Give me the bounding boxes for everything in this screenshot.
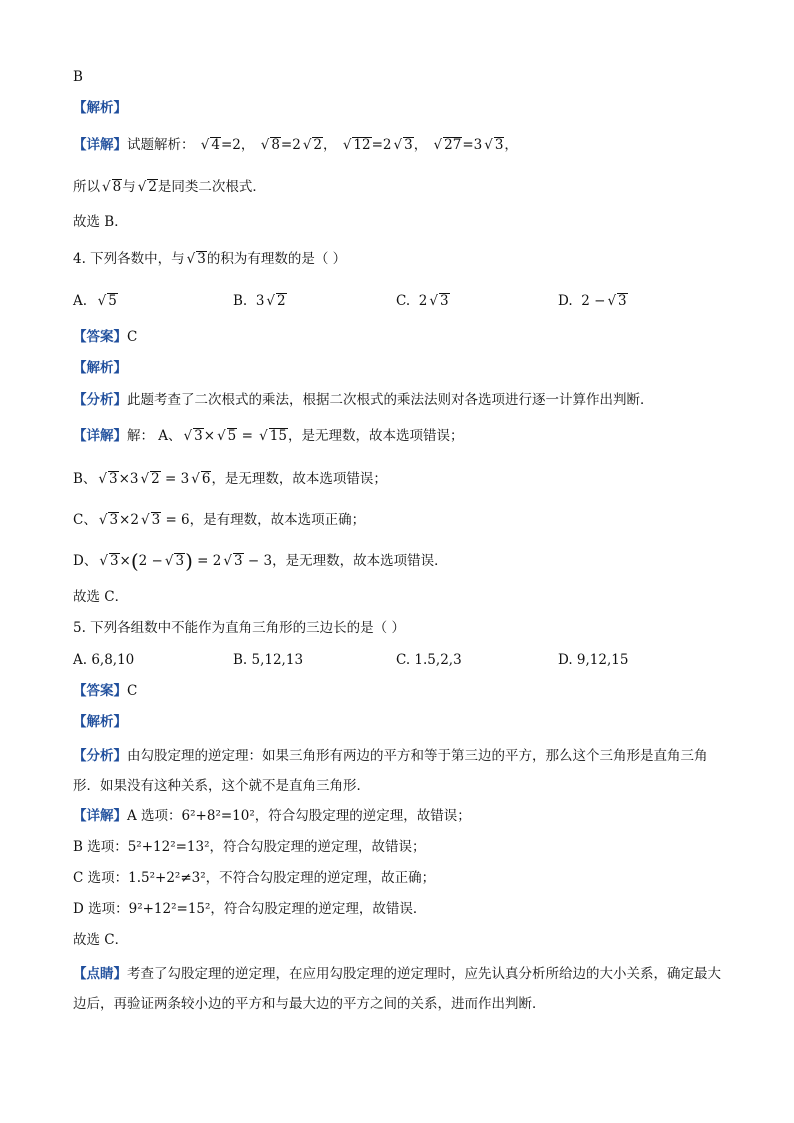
prev-detail-intro: 试题解析： <box>127 137 195 153</box>
q5-detail-tag: 【详解】 <box>73 808 127 824</box>
radicand: 3 <box>109 512 119 528</box>
separator: ， <box>504 137 518 153</box>
q5-choose: 故选 C． <box>73 932 129 948</box>
separator: ， <box>323 137 337 153</box>
q4-stem-text: 4. 下列各数中，与 <box>73 251 185 267</box>
radicand: 3 <box>109 553 119 569</box>
q5-dianjing-tag: 【点睛】 <box>73 966 127 982</box>
radicand: 3 <box>494 137 504 153</box>
radicand: 2 <box>313 137 323 153</box>
prev-answer-letter: B <box>73 69 83 85</box>
option-label: B. <box>233 293 248 309</box>
radicand: 8 <box>271 137 280 153</box>
radicand: 15 <box>269 428 287 444</box>
q5-option-b: B. 5,12,13 <box>233 652 304 668</box>
q4-analysis-heading <box>73 358 127 378</box>
expr-text: D、 <box>73 553 98 569</box>
expr-text: ，是无理数，故本选项错误； <box>287 428 464 444</box>
prev-conclusion: 所以 √ 8与 √ 2是同类二次根式． <box>73 179 266 195</box>
expr-text: C、 <box>73 512 97 528</box>
q5-dianjing-text: 考查了勾股定理的逆定理，在应用勾股定理的逆定理时，应先认真分析所给边的大小关系，确定最大边后，再验证两条较小边的平方和与最大边的平方之间的关系，进而作出判断． <box>73 966 721 1012</box>
coefficient: 3 <box>255 293 265 309</box>
q4-detail-c: C、 √ 3×2 √ 3 = 6，是有理数，故本选项正确； <box>73 512 366 528</box>
radicand: 12 <box>353 137 371 153</box>
expr-text: × <box>203 428 216 444</box>
coefficient: 2 <box>418 293 428 309</box>
expr-text: = <box>241 428 253 444</box>
expr-text: ，是有理数，故本选项正确； <box>189 512 366 528</box>
radicand: 3 <box>109 471 118 487</box>
radicand: 8 <box>112 179 122 195</box>
expr-text: = 2 <box>197 553 222 569</box>
option-label: C. <box>396 293 411 309</box>
q4-option-c: C. 2 √ 3 <box>396 293 449 309</box>
q4-stem: 4. 下列各数中，与 √ 3的积为有理数的是（ ） <box>73 251 347 267</box>
radicand: 6 <box>201 471 211 487</box>
radicand: 3 <box>175 553 185 569</box>
expr-text: 解： A、 <box>127 428 182 444</box>
radicand: 2 <box>148 179 157 195</box>
expr-text: 2 − <box>581 293 606 309</box>
q4-analysis-tag: 【解析】 <box>73 360 127 376</box>
radicand: 27 <box>444 137 462 153</box>
radicand: 4 <box>211 137 220 153</box>
q4-answer: C <box>127 329 138 345</box>
expr-text: = 6 <box>165 512 190 528</box>
expr-result: =2 <box>371 137 392 153</box>
expr-text: ，是无理数，故本选项错误． <box>272 553 448 569</box>
radicand: 3 <box>233 553 243 569</box>
prev-detail-tag: 【详解】 <box>73 137 127 153</box>
expr-text: = 3 <box>165 471 190 487</box>
q4-fenxi-text: 此题考查了二次根式的乘法，根据二次根式的乘法法则对各选项进行逐一计算作出判断． <box>127 392 654 408</box>
expr-result: =2， <box>221 137 255 153</box>
q4-option-a: A. √ 5 <box>73 293 117 309</box>
q5-answer: C <box>127 683 138 699</box>
expr-text: ×2 <box>119 512 139 528</box>
radicand: 3 <box>618 293 627 309</box>
q4-detail-d: D、 √ 3×(2 − √ 3) = 2 √ 3 − 3，是无理数，故本选项错误． <box>73 549 448 573</box>
radicand: 3 <box>439 293 449 309</box>
q4-answer-tag: 【答案】 <box>73 329 127 345</box>
prev-choose: 故选 B． <box>73 214 128 230</box>
q5-line-d: D 选项：9²+12²=15²，符合勾股定理的逆定理，故错误． <box>73 901 427 917</box>
q5-dianjing-paragraph <box>73 959 723 1019</box>
expr-result: =3 <box>462 137 483 153</box>
radicand: 3 <box>404 137 413 153</box>
q5-fenxi-text: 由勾股定理的逆定理：如果三角形有两边的平方和等于第三边的平方，那么这个三角形是直角三角形．如果没有这种关系，这个就不是直角三角形． <box>73 748 708 794</box>
q5-analysis-heading <box>73 712 127 732</box>
q5-option-c: C. 1.5,2,3 <box>396 652 462 668</box>
q5-analysis-tag: 【解析】 <box>73 714 127 730</box>
expr-text: 2 − <box>138 553 163 569</box>
radicand: 2 <box>277 293 286 309</box>
q4-option-d: D. 2 − √ 3 <box>558 293 627 309</box>
expr-text: ，是无理数，故本选项错误； <box>211 471 387 487</box>
q4-fenxi-tag: 【分析】 <box>73 392 127 408</box>
prev-analysis-tag: 【解析】 <box>73 100 127 116</box>
q4-answer-line <box>73 327 137 347</box>
q5-answer-tag: 【答案】 <box>73 683 127 699</box>
expr-text: ×3 <box>118 471 139 487</box>
radicand: 5 <box>227 428 237 444</box>
expr-text: − 3 <box>247 553 273 569</box>
q5-line-c: C 选项：1.5²+2²≠3²，不符合勾股定理的逆定理，故正确； <box>73 870 436 886</box>
prev-detail-line: 【详解】试题解析： √ 4=2， √ 8=2 √ 2， √ 12=2 √ 3， √ 27=3 √ 3， <box>73 137 518 153</box>
q5-option-d: D. 9,12,15 <box>558 652 629 668</box>
paren: ) <box>185 549 193 573</box>
q4-fenxi-line <box>73 390 654 410</box>
radicand: 3 <box>151 512 161 528</box>
expr-result: =2 <box>280 137 301 153</box>
conclusion-text: 与 <box>122 179 136 195</box>
q5-fenxi-paragraph <box>73 741 723 801</box>
expr-text: × <box>119 553 131 569</box>
q5-answer-line <box>73 681 137 701</box>
radicand: 3 <box>194 428 203 444</box>
q5-fenxi-tag: 【分析】 <box>73 748 127 764</box>
q5-line-a: A 选项：6²+8²=10²，符合勾股定理的逆定理，故错误； <box>127 808 471 824</box>
q5-option-a: A. 6,8,10 <box>73 652 135 668</box>
q4-detail-tag: 【详解】 <box>73 428 127 444</box>
radicand: 3 <box>197 251 206 267</box>
radicand: 2 <box>151 471 160 487</box>
q5-stem: 5. 下列各组数中不能作为直角三角形的三边长的是（ ） <box>73 620 405 636</box>
q4-detail-a: 【详解】解： A、 √ 3× √ 5 = √ 15，是无理数，故本选项错误； <box>73 428 464 444</box>
radicand: 5 <box>108 293 117 309</box>
q4-detail-b: B、 √ 3×3 √ 2 = 3 √ 6，是无理数，故本选项错误； <box>73 471 387 487</box>
q5-line-b: B 选项：5²+12²=13²，符合勾股定理的逆定理，故错误； <box>73 839 426 855</box>
separator: ， <box>413 137 428 153</box>
q5-detail-a <box>73 806 471 826</box>
conclusion-text: 是同类二次根式． <box>157 179 266 195</box>
paren: ( <box>130 549 139 573</box>
q4-stem-text: 的积为有理数的是（ ） <box>206 251 347 267</box>
option-label: A. <box>73 293 88 309</box>
option-label: D. <box>558 293 573 309</box>
q4-choose: 故选 C． <box>73 589 129 605</box>
expr-text: B、 <box>73 471 97 487</box>
q4-option-b: B. 3 √ 2 <box>233 293 286 309</box>
conclusion-text: 所以 <box>73 179 100 195</box>
prev-analysis-heading <box>73 98 127 118</box>
